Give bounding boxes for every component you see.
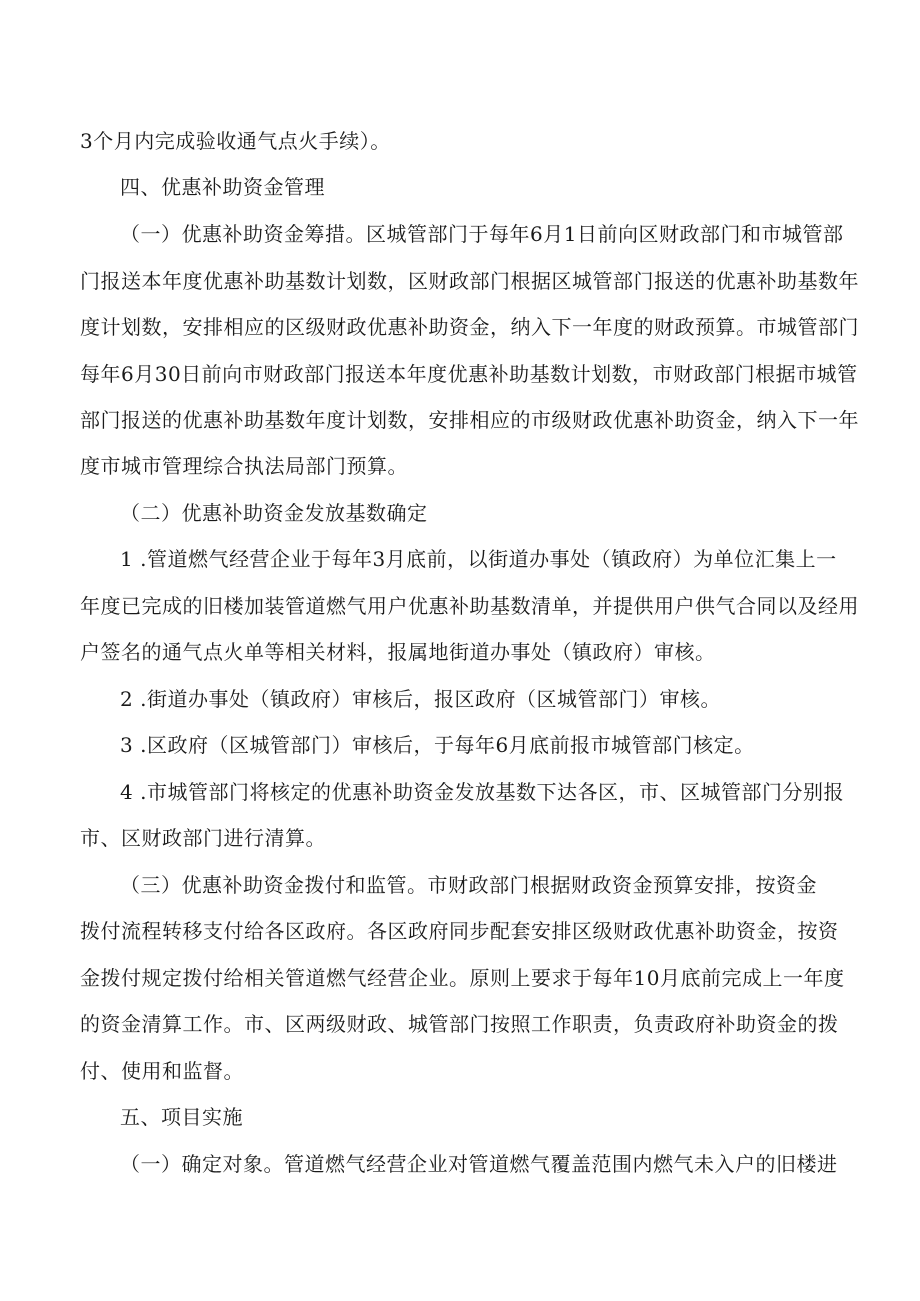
paragraph-line: 金拨付规定拨付给相关管道燃气经营企业。原则上要求于每年10月底前完成上一年度: [80, 966, 845, 990]
paragraph-line: 市、区财政部门进行清算。: [80, 826, 326, 850]
paragraph-line: 1 .管道燃气经营企业于每年3月底前，以街道办事处（镇政府）为单位汇集上一: [120, 547, 837, 571]
paragraph-line: 年度已完成的旧楼加装管道燃气用户优惠补助基数清单，并提供用户供气合同以及经用: [80, 594, 859, 618]
list-item: 2 .街道办事处（镇政府）审核后，报区政府（区城管部门）审核。: [120, 687, 721, 711]
paragraph-line: 付、使用和监督。: [80, 1059, 244, 1083]
section-heading: 四、优惠补助资金管理: [120, 175, 325, 199]
paragraph-line: （一）优惠补助资金筹措。区城管部门于每年6月1日前向区财政部门和市城管部: [120, 222, 844, 246]
paragraph-line: 度计划数，安排相应的区级财政优惠补助资金，纳入下一年度的财政预算。市城管部门: [80, 315, 859, 339]
paragraph-line: 每年6月30日前向市财政部门报送本年度优惠补助基数计划数，市财政部门根据市城管: [80, 362, 858, 386]
section-heading: 五、项目实施: [120, 1105, 243, 1129]
paragraph-line: 门报送本年度优惠补助基数计划数，区财政部门根据区城管部门报送的优惠补助基数年: [80, 269, 859, 293]
paragraph-line: （三）优惠补助资金拨付和监管。市财政部门根据财政资金预算安排，按资金: [120, 873, 817, 897]
paragraph-line: 户签名的通气点火单等相关材料，报属地街道办事处（镇政府）审核。: [80, 640, 716, 664]
paragraph-line: 的资金清算工作。市、区两级财政、城管部门按照工作职责，负责政府补助资金的拨: [80, 1012, 839, 1036]
paragraph-line: 拨付流程转移支付给各区政府。各区政府同步配套安排区级财政优惠补助资金，按资: [80, 919, 839, 943]
paragraph-line: 度市城市管理综合执法局部门预算。: [80, 454, 408, 478]
paragraph-line: （一）确定对象。管道燃气经营企业对管道燃气覆盖范围内燃气未入户的旧楼进: [120, 1152, 838, 1176]
list-item: 3 .区政府（区城管部门）审核后，于每年6月底前报市城管部门核定。: [120, 733, 755, 757]
list-item: 4 .市城管部门将核定的优惠补助资金发放基数下达各区，市、区城管部门分别报: [120, 780, 844, 804]
text-line: 3个月内完成验收通气点火手续）。: [80, 129, 391, 153]
subsection-heading: （二）优惠补助资金发放基数确定: [120, 501, 428, 525]
paragraph-line: 部门报送的优惠补助基数年度计划数，安排相应的市级财政优惠补助资金，纳入下一年: [80, 408, 859, 432]
